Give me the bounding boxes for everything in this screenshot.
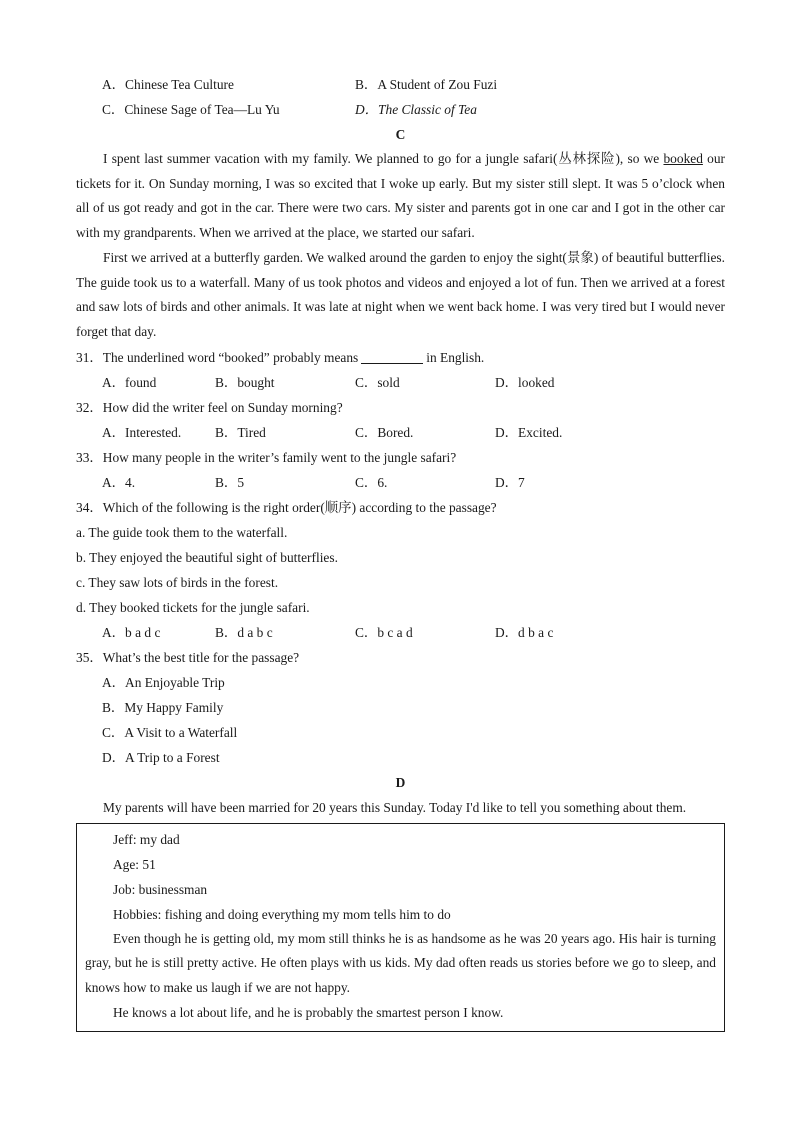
p1-text-b: our tickets for it. On Sunday morning, I was so excited that I woke up early. But my sister still slept. It was 5 o’clock when all of us got ready and got in the car. There were two cars. My sister and parents got in one car and I got in the other car with my grandparents. When we arrived at the place, we started our safari. [76,151,725,241]
q34-item-b: b. They enjoyed the beautiful sight of butterflies. [76,549,338,565]
section-d-intro: My parents will have been married for 20 years this Sunday. Today I'd like to tell you something about them. [103,799,687,815]
q31-stem-a: 31．The underlined word “booked” probably means [76,349,359,365]
section-c-paragraph-2: First we arrived at a butterfly garden. We walked around the garden to enjoy the sight(景象) of beautiful butterflies. The guide took us to a waterfall. Many of us took photos and videos and enjoyed a lot of fun. Then we arrived at a forest and saw lots of birds and other animals. It was late at night when we went back home. I was very tired but I would never forget that day. [76,249,725,339]
section-c-heading: C [395,127,406,142]
q30-option-a: A．Chinese Tea Culture [102,77,234,92]
answer-blank [361,349,423,364]
q33-option-b: B．5 [215,474,245,490]
q32-option-d: D．Excited. [495,424,563,440]
q31-option-c: C．sold [355,374,400,390]
profile-hobbies: Hobbies: fishing and doing everything my mom tells him to do [113,906,451,922]
q30-option-c: C．Chinese Sage of Tea—Lu Yu [102,102,280,117]
q32-stem: 32．How did the writer feel on Sunday morning? [76,399,343,415]
q33-option-d: D．7 [495,474,525,490]
q31-option-d: D．looked [495,374,555,390]
q30-options-row-2 [76,97,725,122]
q34-stem: 34．Which of the following is the right order(顺序) according to the passage? [76,499,497,515]
q34-item-d: d. They booked tickets for the jungle safari. [76,599,310,615]
q31-stem [76,345,725,370]
q34-options [76,620,725,645]
q32-options [76,420,725,445]
p1-text-a: I spent last summer vacation with my family. We planned to go for a jungle safari(丛林探险), so we [103,151,664,166]
q33-option-c: C．6. [355,474,388,490]
q30-options-row-1 [76,72,725,97]
q33-options [76,470,725,495]
section-d-heading: D [395,774,406,790]
q31-option-a: A．found [102,374,157,390]
q32-option-b: B．Tired [215,424,266,440]
q34-item-c: c. They saw lots of birds in the forest. [76,574,279,590]
q34-item-a: a. The guide took them to the waterfall. [76,524,288,540]
page [76,72,725,1032]
q30-option-b: B．A Student of Zou Fuzi [355,77,498,92]
profile-paragraph-2: He knows a lot about life, and he is probably the smartest person I know. [113,1004,504,1020]
q33-option-a: A．4. [102,474,136,490]
q34-option-c: C．b c a d [355,624,413,640]
q30-option-d [355,97,477,122]
q35-option-a: A．An Enjoyable Trip [102,674,225,690]
q35-option-b: B．My Happy Family [102,699,224,715]
underlined-word-booked: booked [663,151,703,166]
q35-option-d: D．A Trip to a Forest [102,749,220,765]
q34-option-a: A．b a d c [102,624,161,640]
q32-option-c: C．Bored. [355,424,414,440]
q34-option-d: D．d b a c [495,624,554,640]
q30-option-d-text: D．The Classic of Tea [355,102,477,117]
q31-stem-b: in English. [426,349,485,365]
profile-age: Age: 51 [113,856,156,872]
q34-option-b: B．d a b c [215,624,273,640]
q32-option-a: A．Interested. [102,424,182,440]
q35-stem: 35．What’s the best title for the passage? [76,649,300,665]
section-c-paragraph-1 [76,147,725,246]
q31-option-b: B．bought [215,374,275,390]
q35-option-c: C．A Visit to a Waterfall [102,724,238,740]
q31-options [76,370,725,395]
profile-job: Job: businessman [113,881,208,897]
profile-name: Jeff: my dad [113,831,180,847]
profile-box [76,823,725,1033]
q33-stem: 33．How many people in the writer’s family went to the jungle safari? [76,449,457,465]
profile-paragraph-1: Even though he is getting old, my mom still thinks he is as handsome as he was 20 years ago. His hair is turning gray, but he is still pretty active. He often plays with us kids. My dad often reads us stories before we go to sleep, and knows how to make us laugh if we are not happy. [85,930,716,996]
